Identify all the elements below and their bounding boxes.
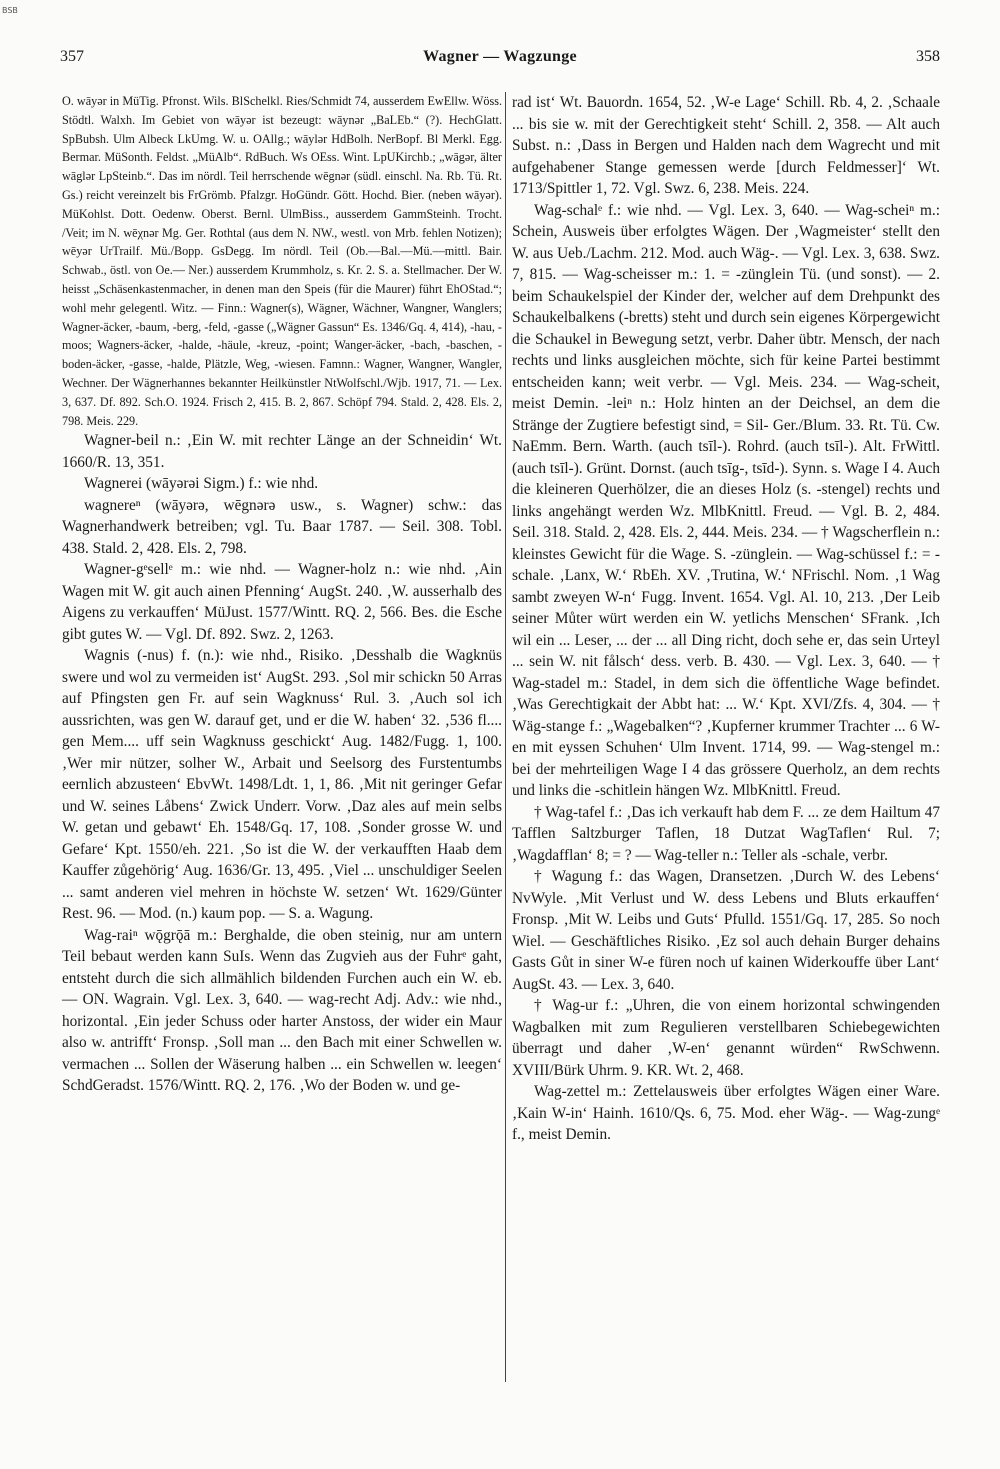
right-column [512,92,940,1146]
entry-wagung: † Wagung f.: das Wagen, Dransetzen. ‚Durch W. des Lebens‘ NvWyle. ‚Mit Verlust und W. dess Lebens und Bluts erkauffen‘ Fronsp. ‚Mit W. Leibs und Guts‘ Pfulld. 1551/Gq. 17, 285. So noch Wiel. — Geschäftliches Risiko. ‚Ez sol auch dehain Burger dehains Gasts Gůt in siner W-e füren noch uf kainen Widerkouffe über Lant‘ AugSt. 43. — Lex. 3, 640. [512,868,940,993]
left-column [62,92,502,1097]
entry-wagnerei: Wagnerei (wāyərəi Sigm.) f.: wie nhd. [84,475,319,493]
entry-wagrecht-continued: rad ist‘ Wt. Bauordn. 1654, 52. ‚W-e Lage‘ Schill. Rb. 4, 2. ‚Schaale ... bis sie w. mit der Gerechtigkeit steht‘ Schill. 2, 358. — Alt auch Subst. n.: ‚Dass in Bergen und Halden nach dem Wagrecht und mit aufgehabener Stange gemessen werde [durch Feldmesser]‘ Wt. 1713/Spittler 1, 72. Vgl. Swz. 6, 238. Meis. 224. [512,94,940,197]
page-header [60,48,940,72]
entry-wag-rain: Wag-raiⁿ wǭgrǭā m.: Berghalde, die oben steinig, nur am untern Teil bebaut werden kann SuIs. Wenn das Zugvieh aus der Fuhrᵉ gaht, entsteht durch die sich allmählich bildenden Furchen auch ein W. eb. — ON. Wagrain. Vgl. Lex. 3, 640. — wag-recht Adj. Adv.: wie nhd., horizontal. ‚Ein jeder Schuss oder harter Anstoss, der wider ein Maur also w. antrifft‘ Fronsp. ‚Soll man ... den Bach mit einer Schwellen w. vermachen ... Sollen der Wäserung halben ... ein Schwellen w. leegen‘ SchdGeradst. 1576/Wintt. RQ. 2, 176. ‚Wo der Boden w. und ge- [62,926,502,1095]
entry-wag-ur: † Wag-ur f.: „Uhren, die von einem horizontal schwingenden Wagbalken mit zum Regulieren verstellbaren Schiebegewichten überragt und daher ‚W-en‘ genannt würden“ RwSchwenn. XVIII/Bürk Uhrm. 9. KR. Wt. 2, 468. [512,997,940,1079]
wagner-dialect-notes: O. wāyər in MüTig. Pfronst. Wils. BlSchelkl. Ries/Schmidt 74, ausserdem EwEllw. Wöss. Stödtl. Walxh. Im Gebiet von wāyər ist bezeugt: wāynər „BaLEb.“ (?). HechGlatt. SpBubsh. Ulm Albeck LkUmg. W. u. OAllg.; wāylər HdBolh. NerBopf. Bl Merkl. Egg. Bermar. MüSonth. Feldst. „MüAlb“. RdBuch. Ws OEss. Wint. LpUKirchb.; „wāgər, älter wāglər LpSteinb.“. Das im nördl. Teil herrschende wēgnər (südl. einschl. Na. Rb. Tü. Rt. Gs.) reicht vereinzelt bis FrGrömb. Pfalzgr. HoGündr. Gött. Hochd. Bier. (neben wāyər). MüKohlst. Dott. Oedenw. Oberst. Bernl. UlmBiss., ausserdem GammSteinh. Trocht. /Veit; im N. wēχnər Mg. Ger. Rothtal (aus dem N. NW., westl. von Mrb. fehlen Notizen); wēyər UrTrailf. Mü./Bopp. GsDegg. Im nördl. Teil (Ob.—Bal.—Mü.—mittl. Bair. Schwab., östl. von Oe.— Ner.) ausserdem Krummholz, s. Kr. 2. S. a. Stellmacher. Der W. heisst „Schäsenkastenmacher, in denen man den Speis (für die Maurer) führt EhOStad.“; wohl mehr gelegentl. Witz. — Finn.: Wagner(s), Wägner, Wächner, Wangner, Wanglers; Wagner-äcker, -baum, -berg, -feld, -gasse („Wägner Gassun“ Es. 1346/Gq. 4, 414), -hau, -moos; Wagners-äcker, -halde, -häule, -kreuz, -point; Wanger-äcker, -bach, -baschen, -boden-äcker, -gasse, -halde, Plätzle, Weg, -wiesen. Famnn.: Wagner, Wangner, Wangler, Wechner. Der Wägnerhannes bekannter Heilkünstler NtWolfschl./Wjb. 1917, 71. — Lex. 3, 637. Df. 892. Sch.O. 1924. Frisch 2, 415. B. 2, 867. Schöpf 794. Stald. 2, 428. Els. 2, 798. Meis. 229. [62,94,502,428]
entry-wag-tafel: † Wag-tafel f.: ‚Das ich verkauft hab dem F. ... ze dem Hailtum 47 Tafflen Saltzburger Taflen, 18 Dutzat WagTaflen‘ Rul. 7; ‚Wagdafflan‘ 8; = ? — Wag-teller n.: Teller als -schale, verbr. [512,803,940,864]
entry-wagneren: wagnereⁿ (wāyərə, wēgnərə usw., s. Wagner) schw.: das Wagnerhandwerk betreiben; vgl. Tu. Baar 1787. — Seil. 308. Tobl. 438. Stald. 2, 428. Els. 2, 798. [62,496,502,557]
entry-wagner-beil: Wagner-beil n.: ‚Ein W. mit rechter Länge an der Schneidin‘ Wt. 1660/R. 13, 351. [62,432,502,471]
page-number-right: 358 [916,48,940,65]
left-small-print [62,92,502,430]
library-stamp: BSB [2,6,18,15]
running-title: Wagner — Wagzunge [423,48,577,65]
entry-wagnis: Wagnis (-nus) f. (n.): wie nhd., Risiko. ‚Desshalb die Wagknüs swere und wol zu vermeiden ist‘ AugSt. 293. ‚Sol mir schickn 50 Arras auf Pfingsten gen Fr. auf sein Wagknuss‘ Rul. 3. ‚Auch sol ich aussrichten, was gen W. darauf get, und er die W. haben‘ 32. ‚536 fl.... gen Mem.... uff sein Wagknuss geschickt‘ Aug. 1482/Fugg. 1, 100. ‚Wer mir nützer, solher W., Arbait und Seelsorg des Furstentumbs eernlich abzusteen‘ EbvWt. 1498/Ldt. 1, 1, 86. ‚Mit nit geringer Gefar und W. seines Låbens‘ Zwick Underr. Vorw. ‚Daz ales auf mein selbs W. getan und gebawt‘ Eh. 1548/Gq. 17, 108. ‚Sonder grosse W. und Gefare‘ Kpt. 1550/eh. 221. ‚So ist die W. der verkaufften Haab dem Kauffer zůgehörig‘ Aug. 1636/Gr. 13, 495. ‚Viel ... unschuldiger Seelen ... samt anderen viel mehren in höchste W. setzen‘ Wt. 1629/Günter Rest. 96. — Mod. (n.) kaum pop. — S. a. Wagung. [62,647,502,923]
left-entries [62,430,502,1097]
entry-wag-schale: Wag-schalᵉ f.: wie nhd. — Vgl. Lex. 3, 640. — Wag-scheiⁿ m.: Schein, Ausweis über erfolgtes Wägen. Der ‚Wagmeister‘ stellt den W. aus Ueb./Lachm. 212. Mod. auch Wäg-. — Vgl. Lex. 3, 638. Swz. 7, 815. — Wag-scheisser m.: 1. = -zünglein Tü. (und sonst). — 2. beim Schaukelspiel der Kinder der, welcher auf dem Drehpunkt des Schaukelbalkens (-bretts) steht und durch sein eigenes Körpergewicht die Schaukel in Bewegung setzt, verbr. Daher übtr. Mensch, der nach rechts und links ausgleichen möchte, sich für keine Partei bestimmt entscheiden kann; weit verbr. — Vgl. Meis. 234. — Wag-scheit, meist Demin. -leiⁿ n.: Holz hinten an der Deichsel, an dem die Stränge der Zugtiere befestigt sind, = Sil- Ger./Blum. 33. Rt. Tü. Cw. NaEmm. Bern. Warth. (auch tsīl-). Rohrd. (auch tsīl-). Alt. FrWittl. (auch tsīl-). Grünt. Dornst. (auch tsīg-, tsīd-). Synn. s. Wage I 4. Auch die kleineren Querhölzer, die an dieses Holz (s. -stengel) rechts und links angehängt werden Wz. MlbKnittl. Freud. — Vgl. B. 2, 484. Seil. 318. Stald. 2, 428. Els. 2, 444. Meis. 234. — † Wagscherflein n.: kleinstes Gewicht für die Wage. S. -zünglein. — Wag-schüssel f.: = -schale. ‚Lanx, W.‘ RbEh. XV. ‚Trutina, W.‘ NFrischl. Nom. ‚1 Wag sambt zweyen W-n‘ Fugg. Invent. 1654. Vgl. Al. 10, 213. ‚Der Leib seiner Můter würt werden ein W. yetlichs Menschen‘ SFrank. ‚Ich wil ein ... Leser, ... der ... all Ding richt, doch sehe er, das sein Urteyl ... sein W. nit fålsch‘ dess. verb. B. 430. — Vgl. Lex. 3, 640. — † Wag-stadel m.: Stadel, in dem sich die öffentliche Wage befindet. ‚Was Gerechtigkait der Abbt hat: ... W.‘ Kpt. XVI/Zfs. 4, 304. — † Wäg-stange f.: „Wagebalken“? ‚Kupferner krummer Trachter ... 6 W-en mit eyssen Schuhen‘ Ulm Invent. 1714, 99. — Wag-stengel m.: bei der mehrteiligen Wage I 4 das grössere Querholz, an dem rechts und links die -schitlein hängen Wz. MlbKnittl. Freud. [512,201,940,799]
column-divider [505,92,506,1382]
entry-wagner-geselle: Wagner-gᵉsellᵉ m.: wie nhd. — Wagner-holz n.: wie nhd. ‚Ain Wagen mit W. git auch ainen Pfenning‘ AugSt. 240. ‚W. ausserhalb des Aigens zu verkauffen‘ MüJust. 1577/Wintt. RQ. 2, 566. Bes. die Esche gibt gutes W. — Vgl. Df. 892. Swz. 2, 1263. [62,561,502,643]
page-number-left: 357 [60,48,84,65]
entry-wag-zettel: Wag-zettel m.: Zettelausweis über erfolgtes Wägen einer Ware. ‚Kain W-in‘ Hainh. 1610/Qs. 6, 75. Mod. eher Wäg-. — Wag-zungᵉ f., meist Demin. [512,1083,940,1143]
